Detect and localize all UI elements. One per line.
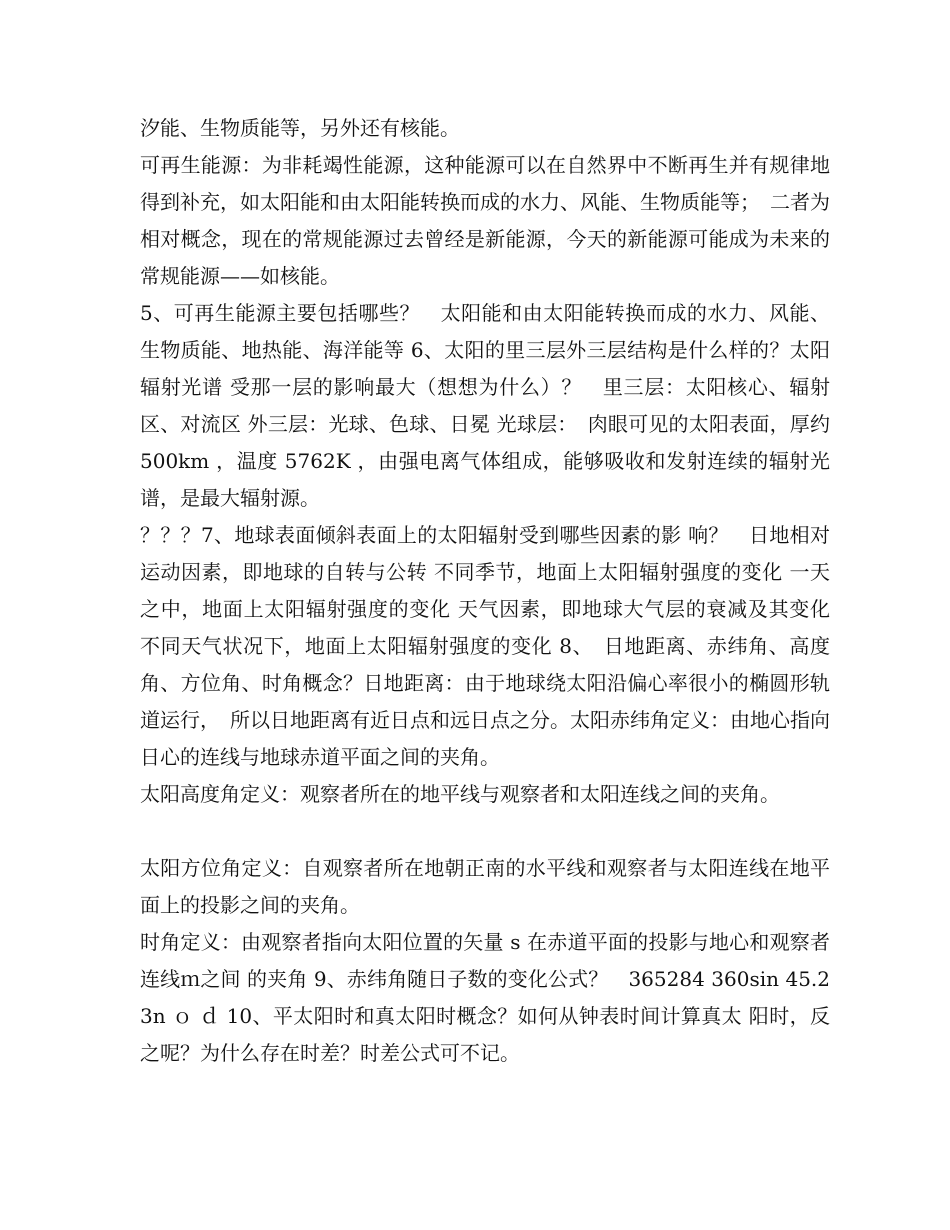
paragraph-6: 太阳方位角定义：自观察者所在地朝正南的水平线和观察者与太阳连线在地平面上的投影之间的夹角。	[140, 856, 830, 917]
paragraph-4: ？？？7、地球表面倾斜表面上的太阳辐射受到哪些因素的影 响？ 日地相对运动因素，即地球的自转与公转 不同季节，地面上太阳辐射强度的变化 一天之中，地面上太阳辐射强度的变化 天气因素，即地球大气层的衰减及其变化 不同天气状况下，地面上太阳辐射强度的变化 8、 日地距离、赤纬角、高度角、方位角、时角概念？日地距离：由于地球绕太阳沿偏心率很小的椭圆形轨道运行， 所以日地距离有近日点和远日点之分。太阳赤纬角定义：由地心指向日心的连线与地球赤道平面之间的夹角。	[140, 523, 830, 769]
paragraph-3: 5、可再生能源主要包括哪些？ 太阳能和由太阳能转换而成的水力、风能、生物质能、地热能、海洋能等 6、太阳的里三层外三层结构是什么样的？太阳辐射光谱 受那一层的影响最大（想想为什么）？ 里三层：太阳核心、辐射区、对流区 外三层：光球、色球、日冕 光球层： 肉眼可见的太阳表面，厚约 500km ，温度 5762K ，由强电离气体组成，能够吸收和发射连续的辐射光谱，是最大辐射源。	[140, 301, 830, 510]
paragraph-2: 可再生能源：为非耗竭性能源，这种能源可以在自然界中不断再生并有规律地得到补充，如太阳能和由太阳能转换而成的水力、风能、生物质能等； 二者为相对概念，现在的常规能源过去曾经是新能源，今天的新能源可能成为未来的常规能源——如核能。	[140, 153, 830, 288]
paragraph-7: 时角定义：由观察者指向太阳位置的矢量 s 在赤道平面的投影与地心和观察者连线ｍ之间 的夹角 9、赤纬角随日子数的变化公式？ 365284 360sin 45.23n ｏ ｄ 10、平太阳时和真太阳时概念？如何从钟表时间计算真太 阳时，反之呢？为什么存在时差？时差公式可不记。	[140, 930, 830, 1065]
paragraph-5: 太阳高度角定义：观察者所在的地平线与观察者和太阳连线之间的夹角。	[140, 782, 780, 806]
paragraph-1: 汐能、生物质能等，另外还有核能。	[140, 116, 460, 140]
blank-line	[140, 813, 830, 850]
document-body	[140, 110, 830, 1072]
